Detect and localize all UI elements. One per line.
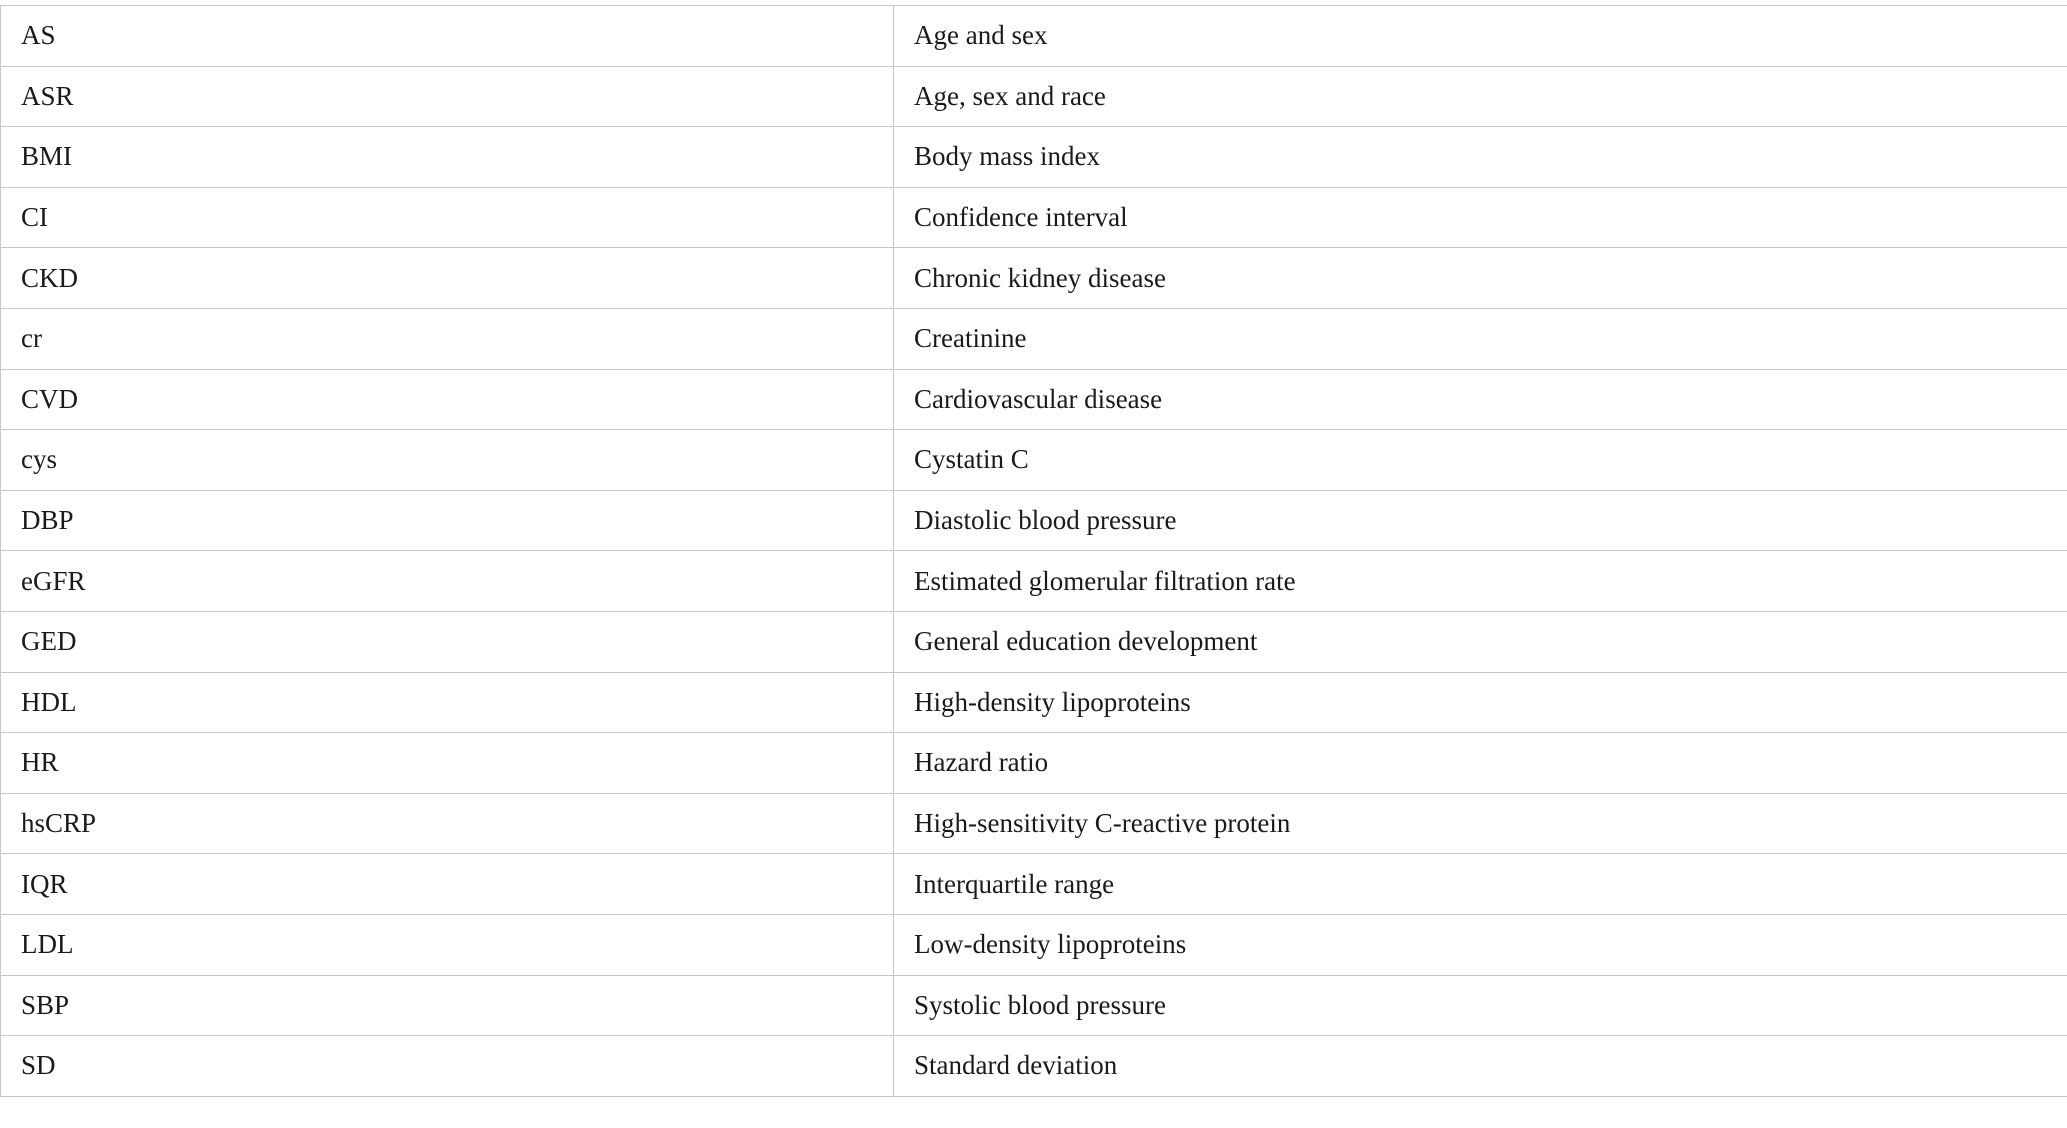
table-row [1,611,2067,672]
abbreviation-cell: CI [1,187,894,248]
definition-cell: Standard deviation [894,1036,2067,1097]
abbreviations-table [0,5,2067,1097]
table-row [1,308,2067,369]
table-row [1,1036,2067,1097]
abbreviation-cell: hsCRP [1,793,894,854]
definition-cell: Creatinine [894,308,2067,369]
table-row [1,6,2067,67]
table-row [1,430,2067,491]
definition-cell: Age and sex [894,6,2067,67]
definition-cell: Body mass index [894,127,2067,188]
abbreviation-cell: HR [1,733,894,794]
abbreviation-cell: LDL [1,914,894,975]
definition-cell: Interquartile range [894,854,2067,915]
abbreviations-table-body [1,6,2067,1097]
table-row [1,127,2067,188]
table-row [1,672,2067,733]
definition-cell: Systolic blood pressure [894,975,2067,1036]
definition-cell: Age, sex and race [894,66,2067,127]
definition-cell: Confidence interval [894,187,2067,248]
abbreviation-cell: IQR [1,854,894,915]
abbreviation-cell: ASR [1,66,894,127]
abbreviation-cell: cr [1,308,894,369]
table-row [1,369,2067,430]
abbreviation-cell: DBP [1,490,894,551]
definition-cell: General education development [894,611,2067,672]
table-row [1,187,2067,248]
table-row [1,551,2067,612]
abbreviation-cell: HDL [1,672,894,733]
abbreviations-table-container [0,5,2067,1097]
definition-cell: Low-density lipoproteins [894,914,2067,975]
table-row [1,66,2067,127]
definition-cell: Diastolic blood pressure [894,490,2067,551]
table-row [1,490,2067,551]
definition-cell: Hazard ratio [894,733,2067,794]
abbreviation-cell: AS [1,6,894,67]
abbreviation-cell: SD [1,1036,894,1097]
definition-cell: High-density lipoproteins [894,672,2067,733]
definition-cell: Estimated glomerular filtration rate [894,551,2067,612]
definition-cell: Cardiovascular disease [894,369,2067,430]
abbreviation-cell: GED [1,611,894,672]
table-row [1,914,2067,975]
abbreviation-cell: CKD [1,248,894,309]
table-row [1,793,2067,854]
definition-cell: Chronic kidney disease [894,248,2067,309]
definition-cell: High-sensitivity C-reactive protein [894,793,2067,854]
abbreviation-cell: BMI [1,127,894,188]
abbreviation-cell: SBP [1,975,894,1036]
table-row [1,733,2067,794]
table-row [1,854,2067,915]
abbreviation-cell: eGFR [1,551,894,612]
definition-cell: Cystatin C [894,430,2067,491]
abbreviation-cell: CVD [1,369,894,430]
table-row [1,248,2067,309]
table-row [1,975,2067,1036]
abbreviation-cell: cys [1,430,894,491]
